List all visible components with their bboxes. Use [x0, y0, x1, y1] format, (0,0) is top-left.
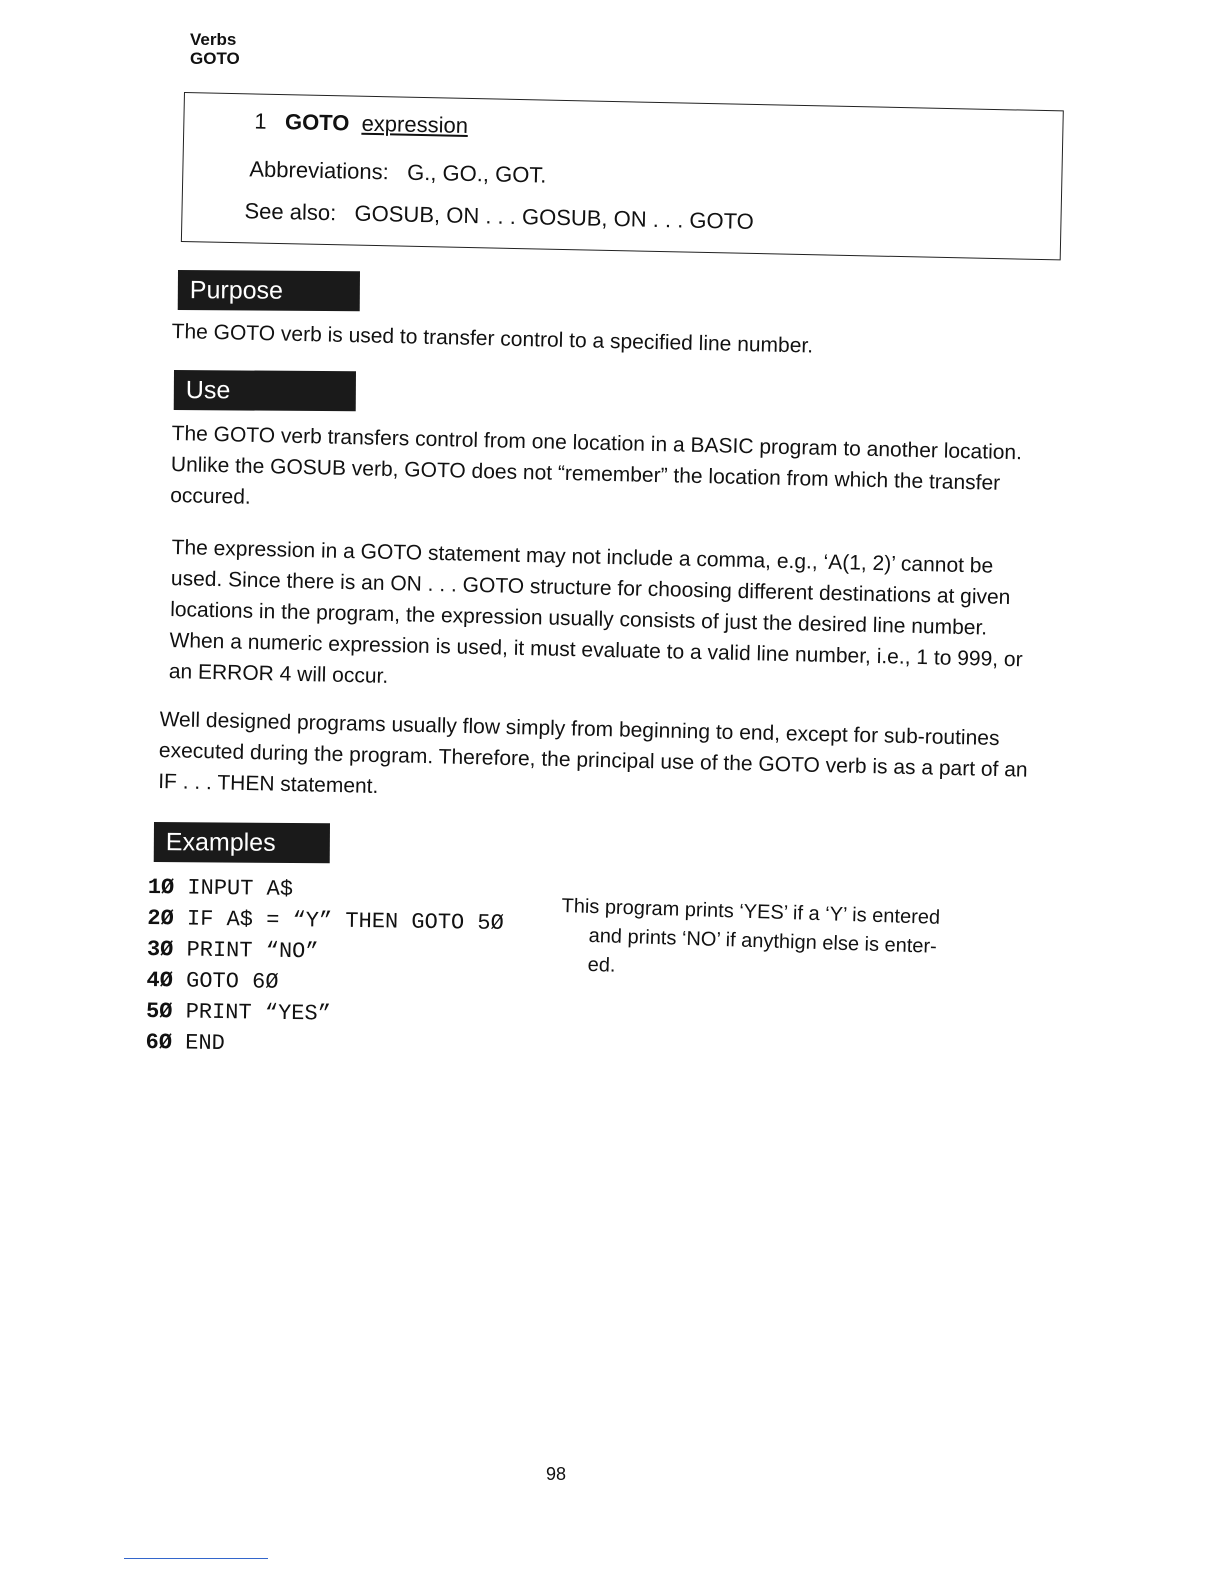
- use-paragraph-2: The expression in a GOTO statement may not include a comma, e.g., ‘A(1, 2)’ cannot be used. Since there is an ON . . . GOTO structure for choosing different destinations at given locations in the program, the expression usually consists of just the desired line number. When a numeric expression is used, it must evaluate to a valid line number, i.e., 1 to 999, or an ERROR 4 will occur.: [168, 535, 1023, 688]
- abbreviations-line: [249, 156, 547, 188]
- abbreviations-value: G., GO., GOT.: [406, 159, 547, 188]
- page-number: 98: [546, 1464, 567, 1484]
- section-label: Verbs: [190, 30, 237, 49]
- use-paragraph-3: Well designed programs usually flow simply from beginning to end, except for sub-routines executed during the program. Therefore, the principal use of the GOTO verb is as a part of an IF . . . THEN statement.: [157, 707, 1028, 798]
- syntax-argument: expression: [361, 110, 469, 138]
- code-line: 6Ø END: [145, 1029, 226, 1057]
- syntax-box: [181, 92, 1064, 260]
- code-line: 2Ø IF A$ = “Y” THEN GOTO 5Ø: [147, 905, 504, 936]
- syntax-form: [254, 108, 468, 138]
- example-code: [145, 872, 504, 1063]
- page-header: [190, 30, 240, 68]
- example-description: This program prints ‘YES’ if a ‘Y’ is entered and prints ‘NO’ if anythign else is enter- ed.: [561, 894, 941, 977]
- see-also-line: [244, 198, 754, 235]
- verb-label: GOTO: [190, 49, 240, 68]
- purpose-text: [171, 316, 1041, 367]
- examples-heading: Examples: [154, 822, 330, 863]
- see-also-label: See also:: [244, 198, 337, 226]
- code-line: 3Ø PRINT “NO”: [146, 936, 319, 965]
- see-also-value: GOSUB, ON . . . GOSUB, ON . . . GOTO: [354, 200, 755, 234]
- use-paragraph-1: The GOTO verb transfers control from one location in a BASIC program to another location. Unlike the GOSUB verb, GOTO does not “remember” the location from which the transfer occured.: [169, 421, 1023, 509]
- syntax-keyword: GOTO: [284, 109, 350, 136]
- footer-divider: [124, 1558, 268, 1559]
- abbreviations-label: Abbreviations:: [249, 156, 390, 185]
- code-line: 5Ø PRINT “YES”: [145, 998, 332, 1027]
- use-heading: Use: [174, 370, 356, 411]
- purpose-heading: Purpose: [178, 270, 360, 311]
- form-number: 1: [254, 108, 267, 134]
- code-line: 4Ø GOTO 6Ø: [146, 967, 279, 995]
- purpose-paragraph: The GOTO verb is used to transfer control to a specified line number.: [171, 319, 814, 358]
- code-line: 1Ø INPUT A$: [147, 874, 294, 903]
